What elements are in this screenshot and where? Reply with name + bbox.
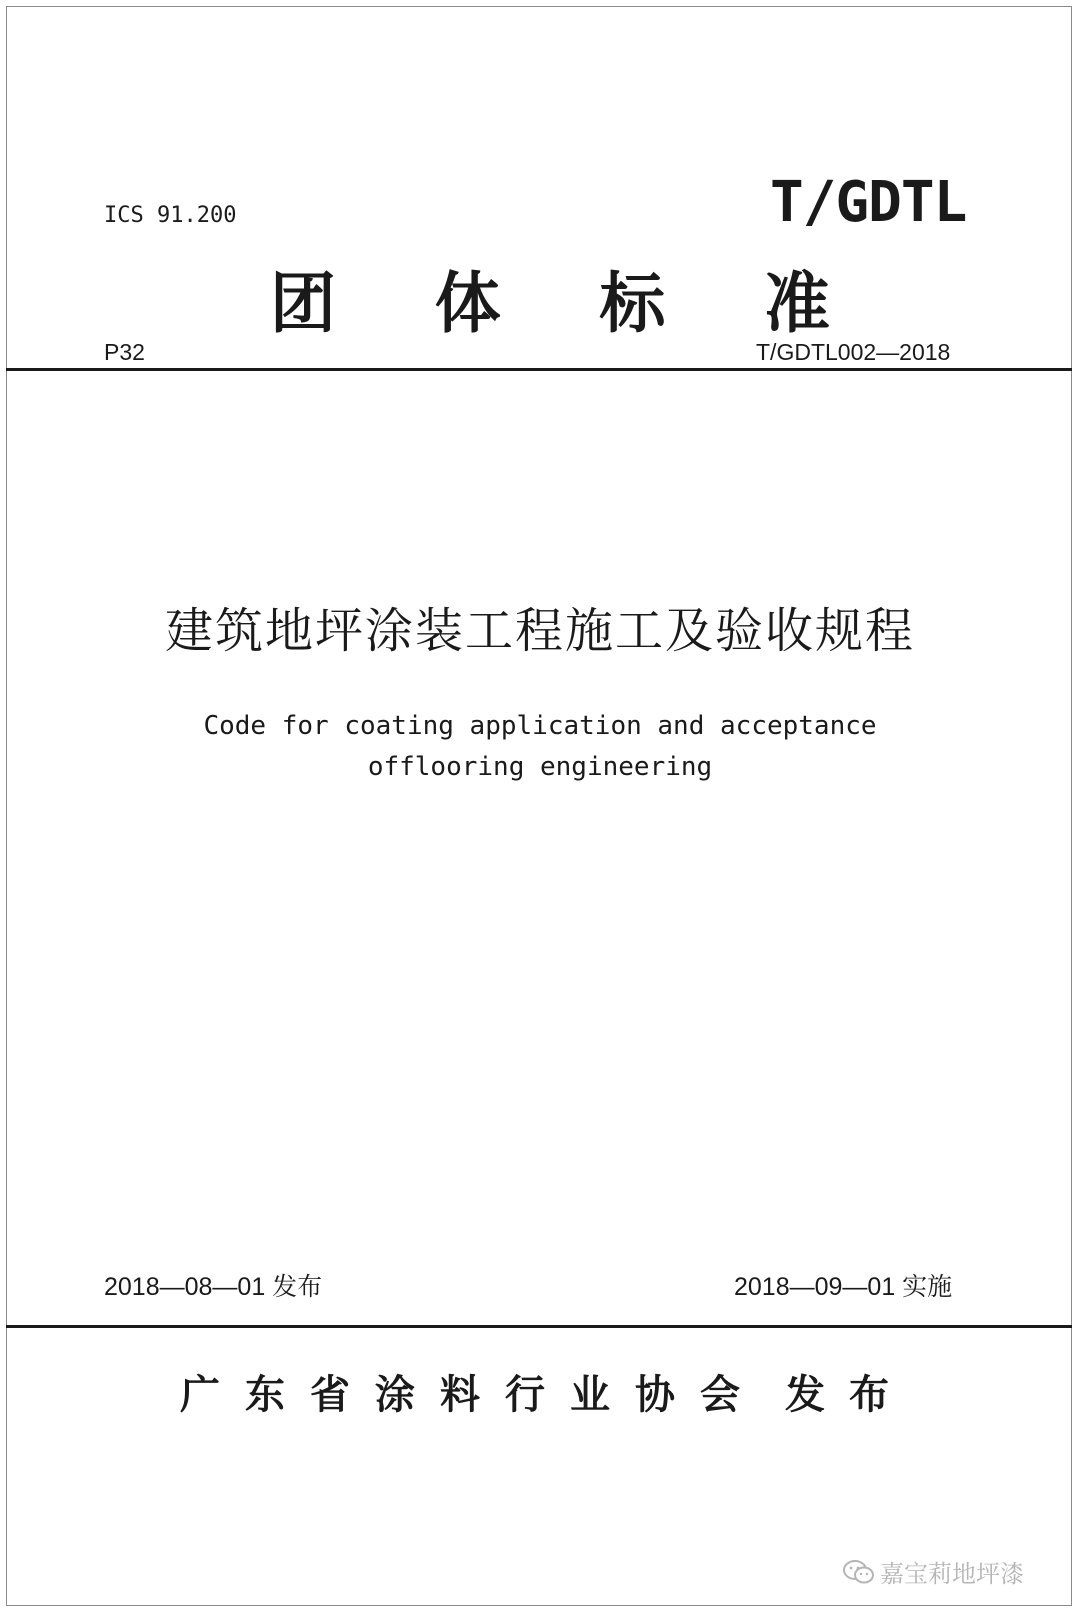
bottom-divider [6, 1325, 1072, 1328]
publisher-line [180, 1363, 913, 1420]
standard-type-title [270, 250, 830, 345]
publisher-action: 发布 [785, 1371, 913, 1418]
publisher-char: 行 [505, 1371, 545, 1418]
implementation-date: 2018—09—01 实施 [734, 1273, 953, 1301]
standard-type-char: 准 [763, 264, 830, 342]
issue-date: 2018—08—01 发布 [104, 1273, 323, 1301]
document-title-zh: 建筑地坪涂装工程施工及验收规程 [164, 603, 915, 659]
ics-code: ICS 91.200 [104, 203, 237, 228]
standard-code-prefix: T/GDTL [770, 170, 967, 235]
standard-type-char: 标 [599, 264, 666, 342]
watermark-text: 嘉宝莉地坪漆 [880, 1560, 1024, 1588]
standard-number: T/GDTL002—2018 [756, 339, 951, 365]
classification-code: P32 [104, 339, 145, 365]
publisher-char: 会 [700, 1371, 740, 1418]
standard-type-char: 团 [270, 264, 336, 342]
publisher-char: 料 [440, 1371, 480, 1418]
publisher-char: 业 [570, 1371, 610, 1418]
publisher-char: 协 [635, 1371, 675, 1418]
document-title-en-line2: offlooring engineering [367, 752, 713, 782]
standard-type-char: 体 [434, 264, 501, 342]
publisher-char: 涂 [375, 1371, 415, 1418]
publisher-char: 广 [180, 1371, 220, 1418]
document-title-en-line1: Code for coating application and acceptance [203, 711, 877, 741]
watermark [842, 1554, 1024, 1589]
wechat-icon [842, 1559, 876, 1585]
publisher-char: 东 [245, 1371, 285, 1418]
top-divider [6, 368, 1072, 371]
publisher-char: 省 [310, 1371, 350, 1418]
